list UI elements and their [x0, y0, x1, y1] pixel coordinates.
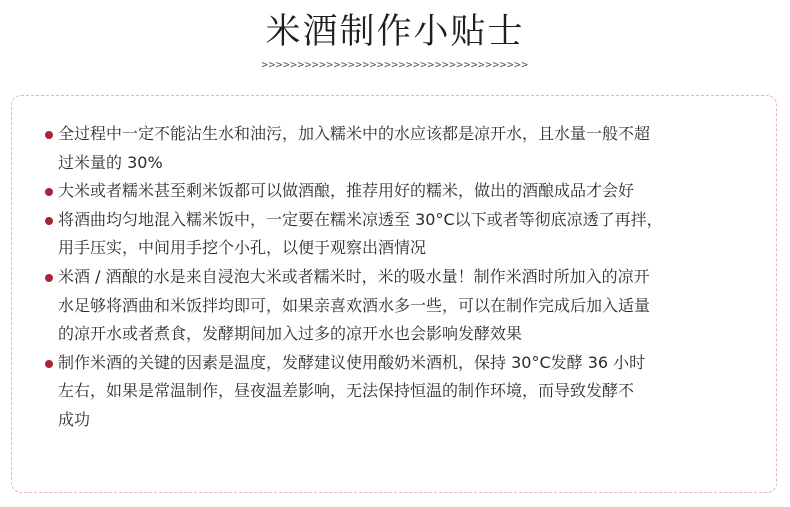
tip-line: 左右，如果是常温制作，昼夜温差影响，无法保持恒温的制作环境，而导致发酵不 [58, 381, 635, 401]
tip-line: 的凉开水或者煮食，发酵期间加入过多的凉开水也会影响发酵效果 [58, 324, 523, 344]
tip-item [45, 120, 745, 177]
tip-line: 制作米酒的关键的因素是温度，发酵建议使用酸奶米酒机，保持 30°C发酵 36 小时 [58, 352, 646, 372]
tips-list [45, 120, 745, 435]
tip-item [45, 177, 745, 206]
title-divider: >>>>>>>>>>>>>>>>>>>>>>>>>>>>>>>>>>>>> [261, 58, 529, 71]
bullet-dot-icon [45, 131, 53, 139]
tip-line: 成功 [58, 409, 91, 429]
tip-line: 将酒曲均匀地混入糯米饭中，一定要在糯米凉透至 30°C以下或者等彻底凉透了再拌， [58, 209, 663, 229]
tip-item [45, 206, 745, 263]
tip-item [45, 349, 745, 435]
tip-line: 米酒 / 酒酿的水是来自浸泡大米或者糯米时，米的吸水量！制作米酒时所加入的凉开 [58, 266, 650, 286]
tip-line: 用手压实，中间用手挖个小孔，以便于观察出酒情况 [58, 238, 427, 258]
bullet-dot-icon [45, 274, 53, 282]
bullet-dot-icon [45, 188, 53, 196]
page-title: 米酒制作小贴士 [265, 12, 525, 52]
tip-line: 过米量的 30% [58, 152, 163, 172]
tip-line: 水足够将酒曲和米饭拌均即可，如果亲喜欢酒水多一些，可以在制作完成后加入适量 [58, 295, 651, 315]
tip-item [45, 263, 745, 349]
tip-line: 大米或者糯米甚至剩米饭都可以做酒酿，推荐用好的糯米，做出的酒酿成品才会好 [58, 181, 635, 201]
bullet-dot-icon [45, 360, 53, 368]
bullet-dot-icon [45, 217, 53, 225]
tip-line: 全过程中一定不能沾生水和油污，加入糯米中的水应该都是凉开水，且水量一般不超 [58, 124, 651, 143]
